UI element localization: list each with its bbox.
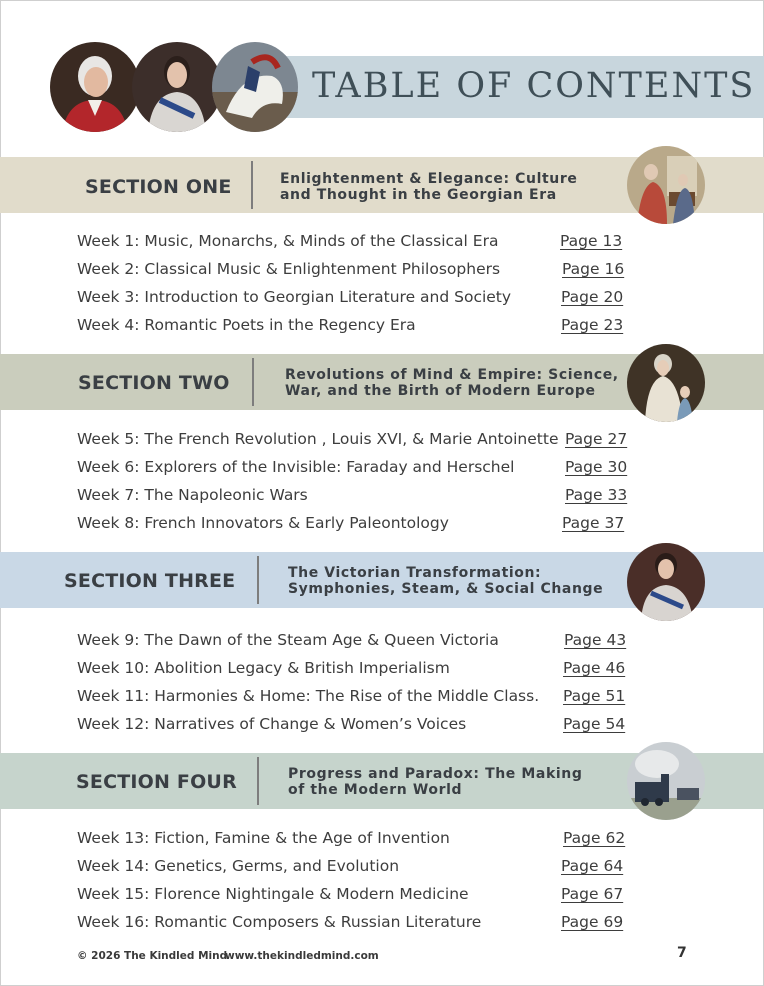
week-6-page-link[interactable]: Page 30 [565,458,628,476]
section-four-divider [257,757,259,805]
week-13-page-link[interactable]: Page 62 [563,829,626,847]
section-three-subtitle-line2: Symphonies, Steam, & Social Change [288,581,604,597]
week-3-entry: Week 3: Introduction to Georgian Literature and Society [77,288,512,306]
section-four-title: SECTION FOUR [76,771,237,793]
week-9-entry: Week 9: The Dawn of the Steam Age & Queen Victoria [77,631,499,649]
week-16-page-link[interactable]: Page 69 [561,913,624,931]
section-two-image [627,344,705,422]
section-one-subtitle-line1: Enlightenment & Elegance: Culture [280,171,578,187]
week-11-page-link[interactable]: Page 51 [563,687,626,705]
week-13-entry: Week 13: Fiction, Famine & the Age of Invention [77,829,450,847]
section-three-title: SECTION THREE [64,570,236,592]
section-four-subtitle [288,766,582,798]
week-5-page-link[interactable]: Page 27 [565,430,628,448]
section-one-subtitle [280,171,577,203]
week-10-page-link[interactable]: Page 46 [563,659,626,677]
week-14-entry: Week 14: Genetics, Germs, and Evolution [77,857,400,875]
week-11-entry: Week 11: Harmonies & Home: The Rise of the Middle Class. [77,687,540,705]
section-three-divider [257,556,259,604]
week-8-page-link[interactable]: Page 37 [562,514,625,532]
week-2-entry: Week 2: Classical Music & Enlightenment Philosophers [77,260,501,278]
queen-victoria-portrait-image [132,42,222,132]
week-16-entry: Week 16: Romantic Composers & Russian Literature [77,913,482,931]
week-7-page-link[interactable]: Page 33 [565,486,628,504]
section-two-subtitle [285,367,619,399]
section-one-image [627,146,705,224]
week-6-entry: Week 6: Explorers of the Invisible: Faraday and Herschel [77,458,515,476]
week-3-page-link[interactable]: Page 20 [561,288,624,306]
napoleon-painting-image [212,42,298,132]
week-14-page-link[interactable]: Page 64 [561,857,624,875]
week-7-entry: Week 7: The Napoleonic Wars [77,486,308,504]
footer-website[interactable]: www.thekindledmind.com [225,950,379,962]
week-8-entry: Week 8: French Innovators & Early Paleontology [77,514,449,532]
section-two-title: SECTION TWO [78,372,230,394]
mozart-portrait-image [50,42,140,132]
section-two-subtitle-line2: War, and the Birth of Modern Europe [285,383,596,399]
week-9-page-link[interactable]: Page 43 [564,631,627,649]
section-four-image [627,742,705,820]
section-one-divider [251,161,253,209]
section-two-subtitle-line1: Revolutions of Mind & Empire: Science, [285,367,619,383]
week-10-entry: Week 10: Abolition Legacy & British Imperialism [77,659,450,677]
week-12-page-link[interactable]: Page 54 [563,715,626,733]
footer-copyright: © 2026 The Kindled Mind [77,950,228,962]
week-4-page-link[interactable]: Page 23 [561,316,624,334]
section-three-subtitle-line1: The Victorian Transformation: [288,565,542,581]
section-two-divider [252,358,254,406]
week-12-entry: Week 12: Narratives of Change & Women’s Voices [77,715,467,733]
week-5-entry: Week 5: The French Revolution , Louis XVI, & Marie Antoinette [77,430,559,448]
week-15-page-link[interactable]: Page 67 [561,885,624,903]
section-four-subtitle-line1: Progress and Paradox: The Making [288,766,583,782]
page-number: 7 [677,945,687,961]
section-four-subtitle-line2: of the Modern World [288,782,463,798]
week-1-page-link[interactable]: Page 13 [560,232,623,250]
section-one-subtitle-line2: and Thought in the Georgian Era [280,187,557,203]
week-2-page-link[interactable]: Page 16 [562,260,625,278]
week-15-entry: Week 15: Florence Nightingale & Modern Medicine [77,885,469,903]
page-title: TABLE OF CONTENTS [312,66,756,106]
week-1-entry: Week 1: Music, Monarchs, & Minds of the Classical Era [77,232,499,250]
section-three-image [627,543,705,621]
week-4-entry: Week 4: Romantic Poets in the Regency Era [77,316,416,334]
section-one-title: SECTION ONE [85,176,232,198]
section-three-subtitle [288,565,603,597]
